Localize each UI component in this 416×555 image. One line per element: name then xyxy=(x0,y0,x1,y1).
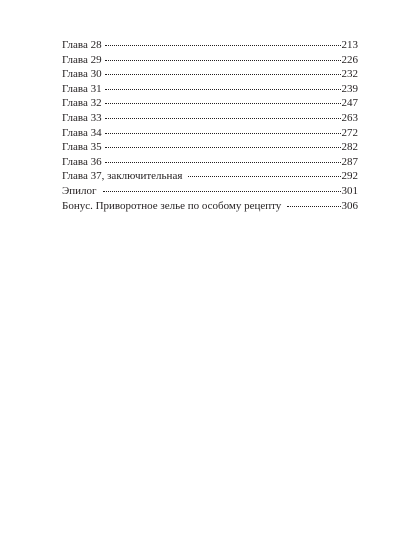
dot-leader xyxy=(287,205,340,207)
toc-entry-page: 213 xyxy=(341,39,358,51)
toc-entry-chapter-32[interactable] xyxy=(62,96,358,111)
toc-entry-title: Глава 36 xyxy=(62,155,102,168)
toc-entry-page: 292 xyxy=(341,170,358,183)
toc-entry-title: Глава 34 xyxy=(62,126,102,139)
toc-entry-chapter-29[interactable] xyxy=(62,53,358,68)
toc-entry-title: Эпилог xyxy=(62,184,97,197)
toc-entry-chapter-33[interactable] xyxy=(62,111,358,126)
toc-entry-bonus[interactable] xyxy=(62,199,358,214)
toc-entry-page: 287 xyxy=(341,155,358,168)
toc-entry-title: Глава 30 xyxy=(62,68,102,81)
dot-leader xyxy=(105,102,341,104)
toc-entry-page: 306 xyxy=(341,199,358,212)
dot-leader xyxy=(105,88,341,90)
dot-leader xyxy=(105,73,341,75)
dot-leader xyxy=(103,190,341,192)
toc-entry-page: 232 xyxy=(341,68,358,81)
toc-entry-page: 282 xyxy=(341,141,358,154)
toc-entry-page: 239 xyxy=(341,82,358,95)
toc-entry-title: Бонус. Приворотное зелье по особому рецепту xyxy=(62,199,282,212)
toc-entry-title: Глава 33 xyxy=(62,111,102,124)
table-of-contents xyxy=(62,38,358,213)
toc-entry-chapter-36[interactable] xyxy=(62,155,358,170)
toc-entry-page: 263 xyxy=(341,111,358,124)
dot-leader xyxy=(105,132,341,134)
dot-leader xyxy=(105,44,341,46)
dot-leader xyxy=(105,117,341,119)
dot-leader xyxy=(105,161,341,163)
toc-entry-title: Глава 37, заключительная xyxy=(62,170,183,183)
toc-entry-title: Глава 31 xyxy=(62,82,102,95)
toc-entry-epilogue[interactable] xyxy=(62,184,358,199)
toc-entry-page: 301 xyxy=(341,184,358,197)
toc-entry-chapter-34[interactable] xyxy=(62,126,358,141)
toc-entry-chapter-28[interactable] xyxy=(62,38,358,53)
toc-entry-chapter-31[interactable] xyxy=(62,82,358,97)
toc-entry-title: Глава 35 xyxy=(62,141,102,154)
toc-entry-title: Глава 29 xyxy=(62,53,102,66)
toc-entry-chapter-37[interactable] xyxy=(62,169,358,184)
dot-leader xyxy=(105,146,341,148)
toc-entry-chapter-30[interactable] xyxy=(62,67,358,82)
toc-entry-page: 226 xyxy=(341,53,358,66)
dot-leader xyxy=(105,59,341,61)
dot-leader xyxy=(188,175,340,177)
toc-entry-page: 247 xyxy=(341,97,358,110)
toc-entry-page: 272 xyxy=(341,126,358,139)
toc-entry-title: Глава 32 xyxy=(62,97,102,110)
toc-entry-title: Глава 28 xyxy=(62,39,102,51)
toc-entry-chapter-35[interactable] xyxy=(62,140,358,155)
